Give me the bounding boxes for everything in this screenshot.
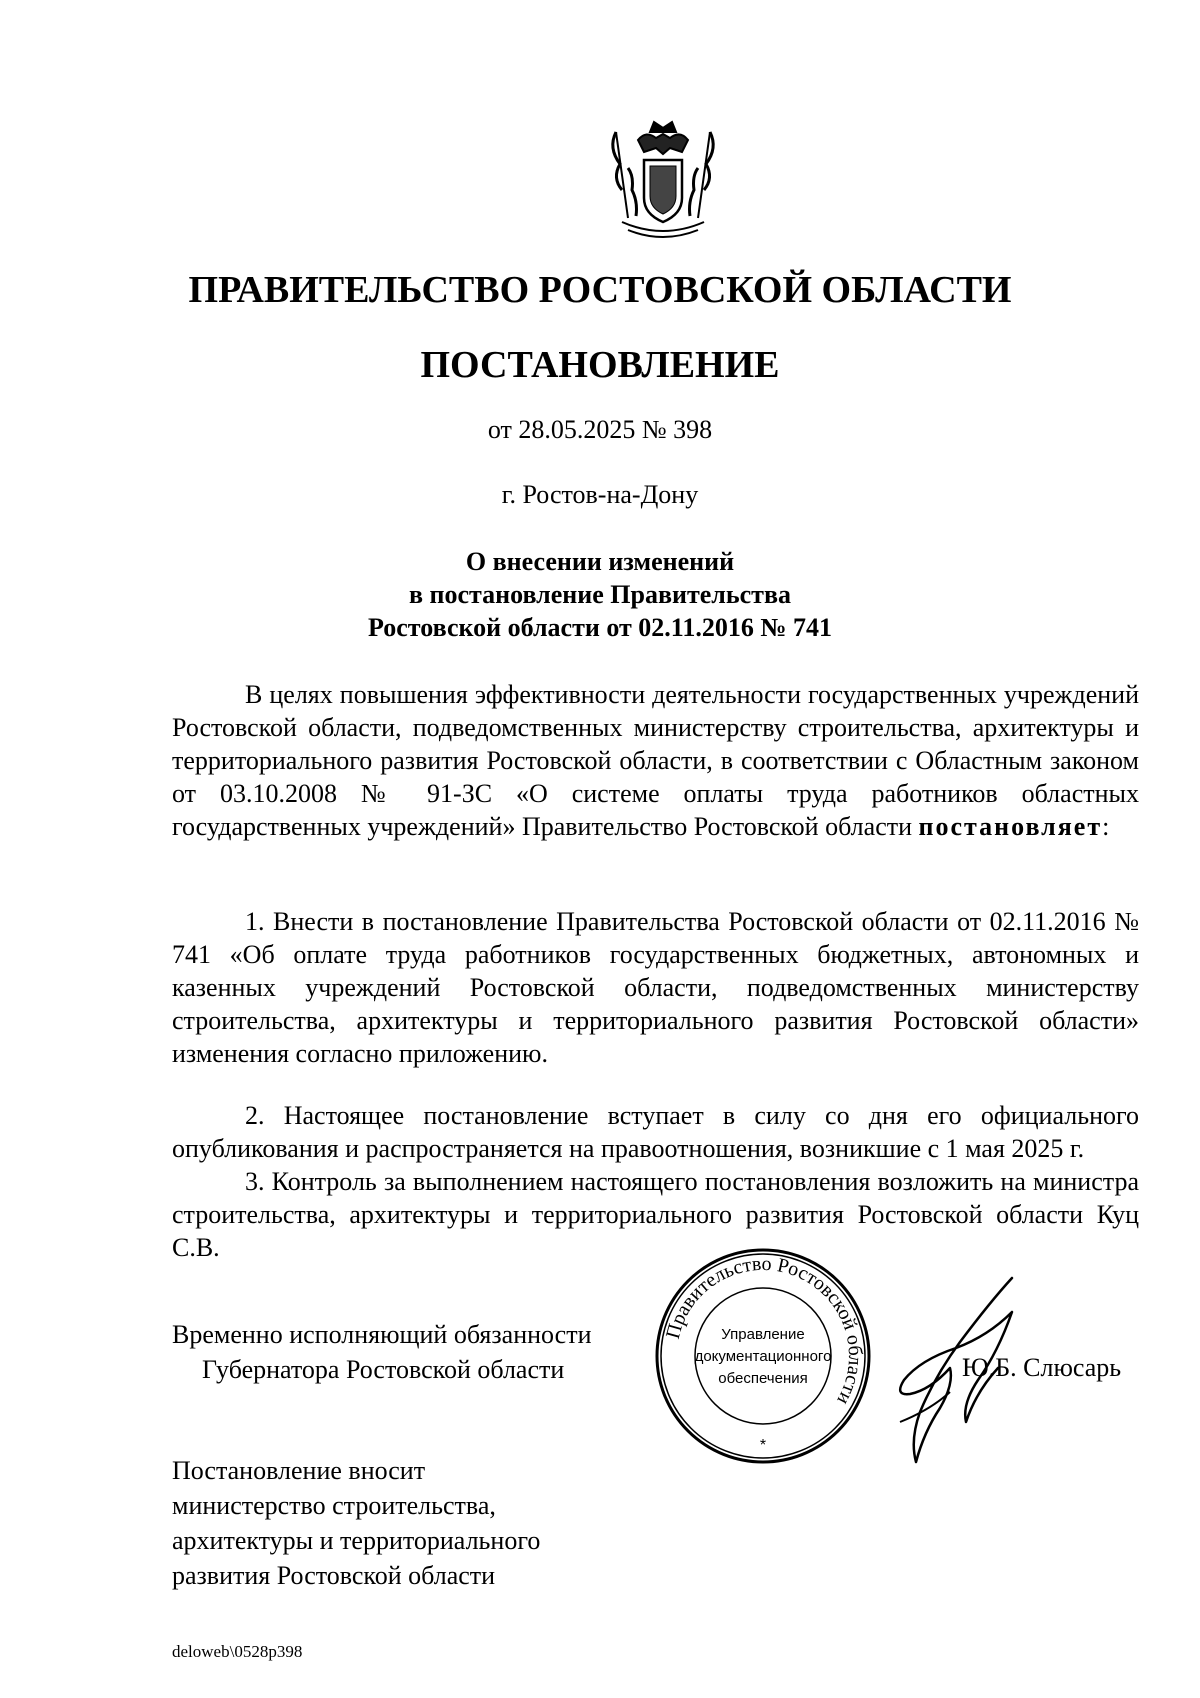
preamble-text: В целях повышения эффективности деятельности государственных учреждений Ростовской области, подведомственных министерству строительства, архитектуры и территориального развития Ростовской области, в соответствии с Областным законом от 03.10.2008 № 91-ЗС «О системе оплаты труда работников областных государственных учреждений» Правительство Ростовской области — [172, 680, 1139, 841]
document-subject — [0, 545, 1200, 644]
subject-line: в постановление Правительства — [408, 580, 791, 609]
signatory-name: Ю.Б. Слюсарь — [962, 1353, 1122, 1382]
preamble-colon: : — [1102, 812, 1110, 841]
stamp-center-line: документационного — [694, 1348, 832, 1365]
stamp-star: * — [759, 1437, 767, 1454]
document-date-number: от 28.05.2025 № 398 — [487, 415, 713, 444]
organization-title: ПРАВИТЕЛЬСТВО РОСТОВСКОЙ ОБЛАСТИ — [188, 269, 1012, 311]
introduced-by-block — [172, 1453, 540, 1593]
official-seal-stamp — [652, 1245, 874, 1467]
resolution-item-3: 3. Контроль за выполнением настоящего постановления возложить на министра строительства, архитектуры и территориального развития Ростовской области Куц С.В. — [172, 1167, 1139, 1262]
subject-line: О внесении изменений — [465, 547, 735, 576]
resolves-word: постановляет — [918, 812, 1103, 841]
stamp-center-line: Управление — [721, 1326, 805, 1343]
document-city: г. Ростов-на-Дону — [501, 480, 699, 509]
introduced-by-line: министерство строительства, — [172, 1491, 496, 1520]
position-line: Губернатора Ростовской области — [202, 1355, 565, 1384]
introduced-by-line: Постановление вносит — [172, 1456, 426, 1485]
stamp-ring-text: Правительство Ростовской области — [661, 1252, 867, 1409]
resolution-item-1: 1. Внести в постановление Правительства Ростовской области от 02.11.2016 № 741 «Об оплате труда работников государственных бюджетных, автономных и казенных учреждений Ростовской области, подведомственных министерству строительства, архитектуры и территориального развития Ростовской области» изменения согласно приложению. — [172, 907, 1139, 1068]
position-line: Временно исполняющий обязанности — [172, 1320, 592, 1349]
footer-doc-code: deloweb\0528p398 — [172, 1642, 303, 1661]
resolution-item-2: 2. Настоящее постановление вступает в силу со дня его официального опубликования и распространяется на правоотношения, возникшие с 1 мая 2025 г. — [172, 1101, 1139, 1163]
document-type-title: ПОСТАНОВЛЕНИЕ — [420, 344, 780, 386]
coat-of-arms-emblem-icon — [598, 118, 728, 248]
stamp-center-line: обеспечения — [718, 1370, 808, 1387]
preamble-paragraph — [172, 678, 1139, 843]
introduced-by-line: архитектуры и территориального — [172, 1526, 541, 1555]
subject-line: Ростовской области от 02.11.2016 № 741 — [368, 613, 832, 642]
introduced-by-line: развития Ростовской области — [172, 1561, 496, 1590]
signatory-position — [172, 1317, 592, 1387]
